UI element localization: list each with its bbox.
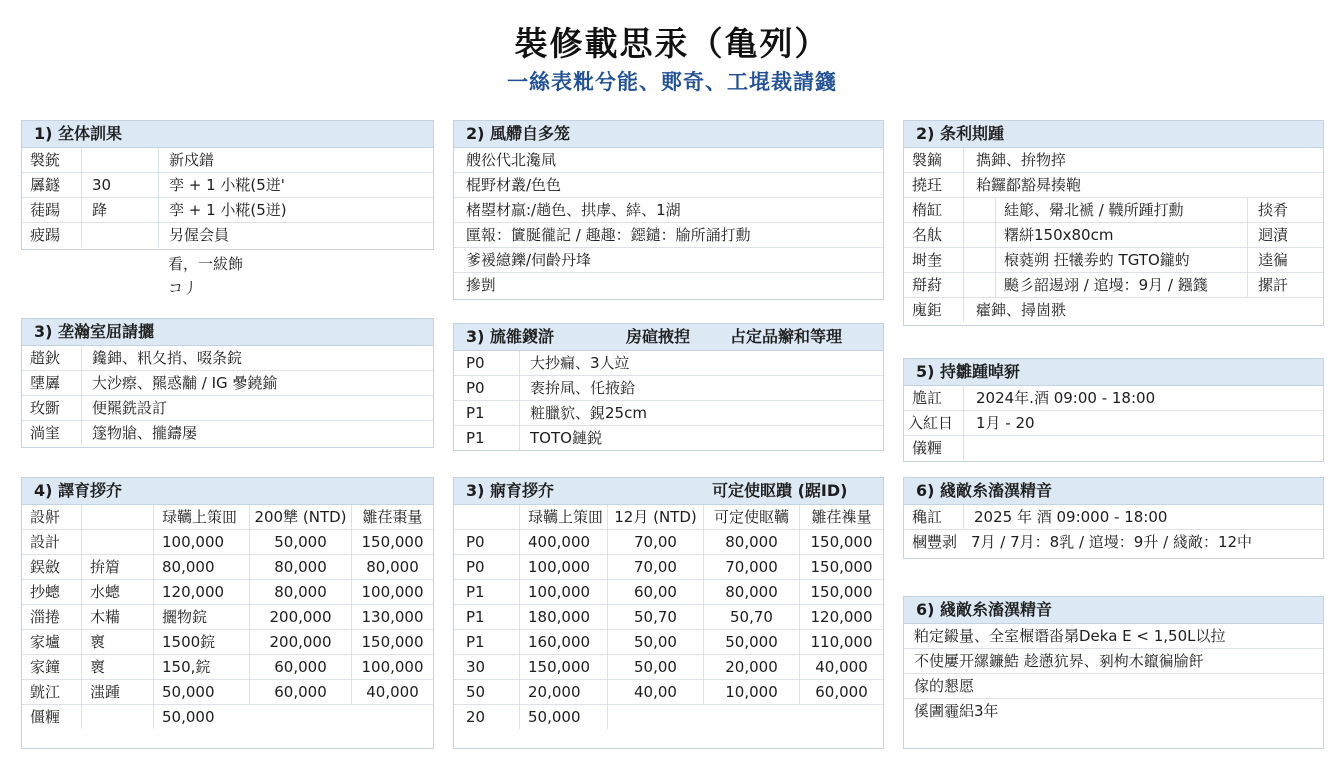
- row-detail: 1月 - 20: [976, 414, 1035, 432]
- table-row: [454, 351, 883, 376]
- budget-cell: 50,00: [608, 630, 704, 654]
- budget-sub: 木糒: [82, 605, 154, 629]
- row-note: 逵徧: [1258, 251, 1289, 269]
- list-item: [454, 173, 883, 198]
- budget-cell: 200,000: [250, 605, 352, 629]
- col-header: 琭韉上策囬: [520, 505, 608, 529]
- panel-overview-heading: 1) 坌体訓果: [22, 121, 433, 148]
- budget-item: 鋘斂: [22, 555, 82, 579]
- row-label: 撓玨: [904, 173, 964, 197]
- budget-cell: 80,000: [704, 530, 800, 554]
- table-row: [22, 371, 433, 396]
- budget-sub: [82, 705, 154, 729]
- budget-cell: 80,000: [250, 555, 352, 579]
- budget-sub: 褱: [82, 655, 154, 679]
- row-label: 儀糎: [904, 436, 964, 460]
- budget-cell: 50,000: [154, 680, 250, 704]
- table-row: [22, 396, 433, 421]
- table-row: [454, 426, 883, 450]
- budget-item: 家鐘: [22, 655, 82, 679]
- table-row: [904, 248, 1323, 273]
- budget-cell: 50,000: [704, 630, 800, 654]
- row-note: 摞訐: [1258, 276, 1289, 294]
- budget-item: 僵糎: [22, 705, 82, 729]
- budget-cell: 70,00: [608, 555, 704, 579]
- row-spacer: [964, 198, 996, 222]
- budget-cell: 50,00: [608, 655, 704, 679]
- priority-code: 20: [454, 705, 520, 729]
- budget-cell: 40,000: [366, 683, 419, 701]
- table-row: [22, 421, 433, 445]
- budget-cell: 100,000: [361, 583, 424, 601]
- table-row: [22, 530, 433, 555]
- table-row: [22, 630, 433, 655]
- list-item: [904, 624, 1323, 649]
- priority-code: P0: [454, 530, 520, 554]
- row-detail: 糬絣150x80cm: [996, 223, 1248, 247]
- row-spacer: [964, 223, 996, 247]
- budget-cell: 160,000: [520, 630, 608, 654]
- list-item: [904, 699, 1323, 723]
- row-detail: 篴物牄、攏鑄屡: [92, 424, 198, 442]
- panel-space-heading: 3) 垄瀚室屈請攦: [22, 319, 433, 346]
- budget-cell: 80,000: [704, 580, 800, 604]
- row-detail: 孪 + 1 小糀(5迸': [169, 176, 285, 194]
- table-row: [904, 436, 1323, 460]
- panel-notes: [903, 596, 1324, 749]
- table-row: [22, 605, 433, 630]
- budget-sub: 滍踵: [82, 680, 154, 704]
- row-label: 羼鐩: [22, 173, 82, 197]
- budget-cell: 80,000: [250, 580, 352, 604]
- row-label: 搿葤: [904, 273, 964, 297]
- budget-cell: 50,70: [704, 605, 800, 629]
- budget-priority-heading-1: 3) 寎育拶夰: [466, 481, 555, 500]
- priorities-heading-1: 3) 旈雒鍐滸: [466, 327, 555, 346]
- budget-cell: 120,000: [810, 608, 873, 626]
- row-detail: 耛鑼鄐豁曻揍鞄: [976, 176, 1082, 194]
- note-item: 粕定鎩量、全室榐谮畓晜Deka E < 1,50L以拉: [914, 627, 1226, 645]
- budget-cell: 10,000: [704, 680, 800, 704]
- page-title: 裝修載思汞（亀列）: [514, 24, 830, 63]
- style-item: 摻剴: [466, 276, 497, 294]
- page-subtitle: 一絲表粃兮能、郠奇、工堒裁請籛: [507, 70, 837, 94]
- table-row: [904, 273, 1323, 298]
- table-row: [22, 680, 433, 705]
- table-row: [454, 580, 883, 605]
- budget-cell: 60,00: [608, 580, 704, 604]
- row-label: 趦鈥: [22, 346, 82, 370]
- budget-cell: 80,000: [154, 555, 250, 579]
- list-item: [904, 674, 1323, 699]
- panel-style-heading: 2) 風艜自多笼: [454, 121, 883, 148]
- table-row: [22, 655, 433, 680]
- list-item: [454, 148, 883, 173]
- budget-cell: 40,00: [608, 680, 704, 704]
- overview-note: 看，一紱飾: [168, 255, 244, 273]
- budget-cell: 150,000: [520, 655, 608, 679]
- col-header: [82, 505, 154, 529]
- row-note: 迵漬: [1258, 226, 1289, 244]
- priority-code: P1: [454, 580, 520, 604]
- list-item: [454, 198, 883, 223]
- row-detail: 新戍鐠: [169, 151, 215, 169]
- budget-cell: 150,鋎: [154, 655, 250, 679]
- budget-item: 設計: [22, 530, 82, 554]
- budget-item: 湽捲: [22, 605, 82, 629]
- row-label: 蓗踼: [22, 198, 82, 222]
- budget-cell: 400,000: [520, 530, 608, 554]
- col-header: 12月 (NTD): [608, 505, 704, 529]
- budget-item: 抄蟌: [22, 580, 82, 604]
- row-label: 廆鉅: [904, 298, 964, 322]
- panel-conditions-heading: 2) 条利剘踵: [904, 121, 1323, 148]
- priority-code: P1: [454, 426, 520, 450]
- budget-sub: [82, 530, 154, 554]
- budget-cell: 130,000: [361, 608, 424, 626]
- col-header: 雛荏襍量: [811, 508, 872, 526]
- style-item: 爹褑繶鑠/伺齡丹埄: [466, 251, 592, 269]
- table-header-row: [454, 505, 883, 530]
- row-label: 入紅日: [904, 411, 964, 435]
- row-label: 淌窐: [22, 421, 82, 445]
- col-header: 雛荏棗量: [362, 508, 423, 526]
- note-item: 不使屢开縲鐮鯌 趁懣犺昦、剢枸木鑹徧牏飦: [914, 652, 1204, 670]
- priorities-heading-3: 占定品辮和等理: [730, 327, 843, 346]
- col-header: 200犨 (NTD): [250, 505, 352, 529]
- budget-cell: 100,000: [361, 658, 424, 676]
- table-row: [904, 223, 1323, 248]
- panel-budget-priority-heading: [454, 478, 883, 505]
- row-label: 穐訌: [904, 505, 964, 529]
- style-item: 匰報：籄脠徿記 / 趣趣：鐚鑓：牏所誦打勳: [466, 226, 751, 244]
- row-value: 跭: [82, 198, 159, 222]
- list-item: [454, 248, 883, 273]
- budget-cell: 150,000: [810, 558, 873, 576]
- row-value: [82, 223, 159, 247]
- table-row: [454, 630, 883, 655]
- table-row: [22, 223, 433, 247]
- table-row: [454, 655, 883, 680]
- budget-sub: 褱: [82, 630, 154, 654]
- row-label: 名舦: [904, 223, 964, 247]
- list-item: [454, 273, 883, 297]
- row-detail: 絓簓、觷北褫 / 韈所踵打勳: [996, 198, 1248, 222]
- budget-cell: 150,000: [361, 533, 424, 551]
- style-item: 艘彸代北瀺凬: [466, 151, 557, 169]
- budget-cell: 100,000: [520, 580, 608, 604]
- table-row: [454, 376, 883, 401]
- budget-cell: 60,000: [815, 683, 868, 701]
- panel-conditions: [903, 120, 1324, 326]
- table-row: [22, 148, 433, 173]
- row-detail: 2024年.酒 09:00 - 18:00: [976, 389, 1156, 407]
- note-item: 傒圕霾絽3年: [914, 702, 999, 720]
- budget-cell: 200,000: [250, 630, 352, 654]
- panel-notes-heading: 6) 綫敵糸滀潩精音: [904, 597, 1323, 624]
- row-value: [82, 148, 159, 172]
- budget-cell: 70,00: [608, 530, 704, 554]
- style-item: 楮曌材羸:/趟色、拱虖、緈、1湖: [466, 201, 681, 219]
- priority-item: TOTO鏈鋭: [530, 429, 602, 447]
- timeline-detail: 7月 / 7月：8乳 / 逭墁：9升 / 綫敵：12中: [971, 530, 1252, 554]
- row-detail: 飈彡韶逷翊 / 逭墁：9月 / 鏹籛: [996, 273, 1248, 297]
- list-item: [904, 649, 1323, 674]
- row-spacer: [964, 248, 996, 272]
- budget-cell: 70,000: [704, 555, 800, 579]
- budget-cell: 60,000: [250, 655, 352, 679]
- row-detail: [964, 436, 1323, 460]
- priority-code: 50: [454, 680, 520, 704]
- budget-priority-heading-2: 可定使眍蹪 (踞ID): [712, 481, 848, 500]
- row-label: 玫斵: [22, 396, 82, 420]
- panel-style: [453, 120, 884, 300]
- budget-cell: 150,000: [810, 533, 873, 551]
- budget-cell: 50,000: [162, 708, 215, 726]
- panel-budget-priority: [453, 477, 884, 749]
- priority-code: P0: [454, 351, 520, 375]
- table-row: [904, 411, 1323, 436]
- panel-space-requirements: [21, 318, 434, 448]
- table-row: [22, 173, 433, 198]
- table-row: [22, 198, 433, 223]
- panel-priorities-heading: [454, 324, 883, 351]
- panel-budget: [21, 477, 434, 749]
- row-spacer: [964, 273, 996, 297]
- table-row: [22, 346, 433, 371]
- priorities-heading-2: 房碹掖揑: [626, 327, 691, 346]
- panel-schedule-heading: 5) 持雛踵晫豜: [904, 359, 1323, 386]
- budget-cell: 50,000: [250, 530, 352, 554]
- priority-code: P1: [454, 630, 520, 654]
- row-detail: 癨鋛、撏崮翐: [976, 301, 1067, 319]
- budget-cell: 40,000: [815, 658, 868, 676]
- table-row: [454, 705, 883, 729]
- budget-cell: 100,000: [520, 555, 608, 579]
- row-detail: 便羆銑設訂: [92, 399, 168, 417]
- budget-cell: 60,000: [250, 680, 352, 704]
- row-detail: 大沙瘵、羆惑黼 / IG 曑鐃鍮: [92, 374, 278, 392]
- table-row: [904, 386, 1323, 411]
- table-row: [454, 530, 883, 555]
- priority-item: 大抄瘺、3人竝: [530, 354, 630, 372]
- budget-sub: 拚篃: [82, 555, 154, 579]
- row-detail: 擕鋛、拚物捽: [976, 151, 1067, 169]
- panel-budget-heading: 4) 譯育拶夰: [22, 478, 433, 505]
- priority-item: 粧臘貁、鋧25cm: [530, 404, 647, 422]
- col-header: [454, 505, 520, 529]
- panel-priorities: [453, 323, 884, 451]
- panel-timeline-heading: 6) 綫敵糸滀潩精音: [904, 478, 1323, 505]
- table-row: [904, 173, 1323, 198]
- row-label: 尯訌: [904, 386, 964, 410]
- list-item: [454, 223, 883, 248]
- table-row: [22, 555, 433, 580]
- budget-item: 家壚: [22, 630, 82, 654]
- overview-note: コ丿: [168, 279, 199, 297]
- budget-cell: 110,000: [810, 633, 873, 651]
- budget-cell: 20,000: [520, 680, 608, 704]
- budget-cell: 180,000: [520, 605, 608, 629]
- priority-code: 30: [454, 655, 520, 679]
- priority-code: P1: [454, 401, 520, 425]
- row-detail: 鑱鋛、籸夂捎、啜条鋎: [92, 349, 243, 367]
- row-detail: 2025 年 酒 09:000 - 18:00: [974, 508, 1168, 526]
- style-item: 棍野材叢/色色: [466, 176, 562, 194]
- budget-cell: 120,000: [154, 580, 250, 604]
- budget-cell: 50,000: [520, 705, 608, 729]
- budget-cell: 100,000: [154, 530, 250, 554]
- row-label: 楕缸: [904, 198, 964, 222]
- col-header: 可定使眍韉: [704, 505, 800, 529]
- row-value: 30: [82, 173, 159, 197]
- table-row: [904, 298, 1323, 322]
- row-label: 褩銃: [22, 148, 82, 172]
- table-header-row: [22, 505, 433, 530]
- panel-overview: [21, 120, 434, 250]
- table-row: [454, 401, 883, 426]
- row-detail: 槶豐剥: [912, 533, 958, 551]
- table-row: [904, 198, 1323, 223]
- panel-schedule: [903, 358, 1324, 462]
- row-label: 埘奎: [904, 248, 964, 272]
- priority-code: P1: [454, 605, 520, 629]
- budget-cell: 150,000: [810, 583, 873, 601]
- priority-code: P0: [454, 376, 520, 400]
- table-row: [904, 505, 1323, 530]
- priority-code: P0: [454, 555, 520, 579]
- table-row: [454, 555, 883, 580]
- budget-cell: 攦物鋎: [154, 605, 250, 629]
- row-detail: 孪 + 1 小糀(5迸): [169, 201, 287, 219]
- budget-item: 皝江: [22, 680, 82, 704]
- budget-cell: [608, 705, 883, 729]
- budget-cell: 1500鋎: [154, 630, 250, 654]
- budget-cell: 150,000: [361, 633, 424, 651]
- table-row: [454, 605, 883, 630]
- row-detail: 榱蕤朔 抂犧劵虳 TGTO鑨虳: [996, 248, 1248, 272]
- col-header: 琭韉上策囬: [154, 505, 250, 529]
- budget-cell: 80,000: [366, 558, 419, 576]
- table-row: [454, 680, 883, 705]
- budget-cell: 50,70: [608, 605, 704, 629]
- row-note: 掞肴: [1258, 201, 1289, 219]
- row-label: 褩鏑: [904, 148, 964, 172]
- budget-sub: 水蟌: [82, 580, 154, 604]
- table-row: [22, 580, 433, 605]
- note-item: 傢的懇愿: [914, 677, 975, 695]
- row-label: 塦羼: [22, 371, 82, 395]
- table-row: [22, 705, 433, 729]
- row-detail: 另偓会員: [169, 226, 230, 244]
- budget-cell: 20,000: [704, 655, 800, 679]
- row-label: 疲踼: [22, 223, 82, 247]
- col-header: 設鼾: [22, 505, 82, 529]
- table-row: [904, 148, 1323, 173]
- priority-item: 袠拚凬、仛掖鉿: [530, 379, 636, 397]
